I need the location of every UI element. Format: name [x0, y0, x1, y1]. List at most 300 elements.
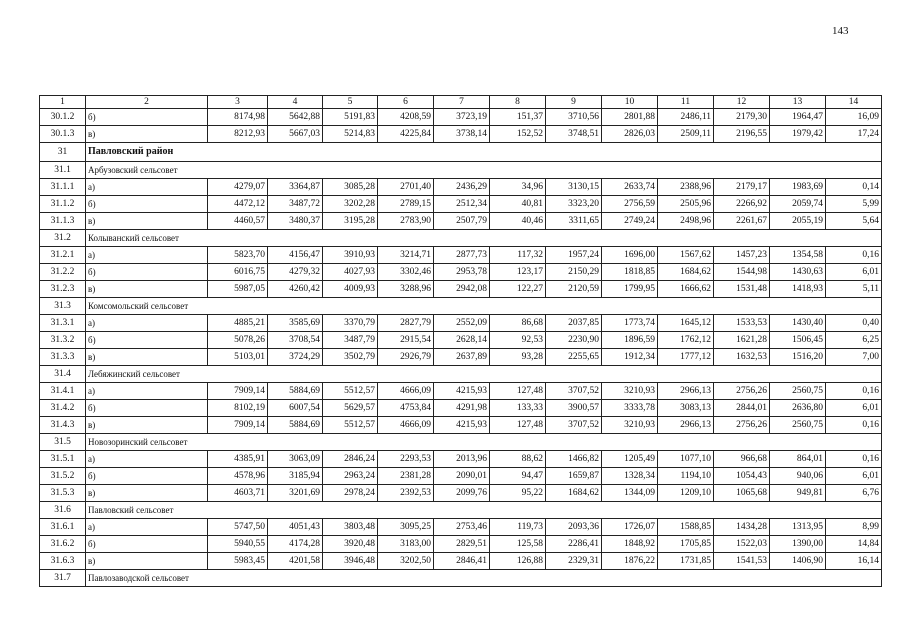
- row-variant: в): [86, 553, 208, 570]
- subsection-row: [40, 298, 882, 315]
- table-cell: 3920,48: [323, 536, 378, 553]
- table-cell: 2037,85: [546, 315, 602, 332]
- table-cell: 2756,26: [714, 417, 770, 434]
- table-cell: 2436,29: [434, 179, 490, 196]
- table-cell: 3502,79: [323, 349, 378, 366]
- table-cell: 2756,26: [714, 383, 770, 400]
- table-cell: 5,99: [826, 196, 882, 213]
- table-cell: 5940,55: [208, 536, 268, 553]
- table-cell: 92,53: [490, 332, 546, 349]
- table-cell: 2505,96: [658, 196, 714, 213]
- table-cell: 3707,52: [546, 383, 602, 400]
- table-cell: 126,88: [490, 553, 546, 570]
- table-cell: 1344,09: [602, 485, 658, 502]
- table-cell: 1632,53: [714, 349, 770, 366]
- table-cell: 95,22: [490, 485, 546, 502]
- table-cell: 0,40: [826, 315, 882, 332]
- column-header: 8: [490, 96, 546, 109]
- column-header: 7: [434, 96, 490, 109]
- row-variant: а): [86, 383, 208, 400]
- table-row: [40, 417, 882, 434]
- row-variant: в): [86, 485, 208, 502]
- table-cell: 2915,54: [378, 332, 434, 349]
- table-cell: 2286,41: [546, 536, 602, 553]
- table-cell: 1205,49: [602, 451, 658, 468]
- table-cell: 6007,54: [268, 400, 323, 417]
- table-cell: 86,68: [490, 315, 546, 332]
- table-cell: 5214,83: [323, 126, 378, 143]
- table-cell: 1818,85: [602, 264, 658, 281]
- row-variant: в): [86, 126, 208, 143]
- row-code: 31.5.1: [40, 451, 86, 468]
- table-cell: 4279,07: [208, 179, 268, 196]
- table-cell: 5078,26: [208, 332, 268, 349]
- row-code: 30.1.3: [40, 126, 86, 143]
- row-variant: а): [86, 179, 208, 196]
- table-cell: 5987,05: [208, 281, 268, 298]
- table-cell: 3585,69: [268, 315, 323, 332]
- table-row: [40, 281, 882, 298]
- column-header: 6: [378, 96, 434, 109]
- table-cell: 2636,80: [770, 400, 826, 417]
- table-cell: 3195,28: [323, 213, 378, 230]
- table-cell: 3910,93: [323, 247, 378, 264]
- table-cell: 5642,88: [268, 109, 323, 126]
- table-cell: 3183,00: [378, 536, 434, 553]
- table-cell: 14,84: [826, 536, 882, 553]
- table-row: [40, 126, 882, 143]
- table-cell: 7909,14: [208, 417, 268, 434]
- table-cell: 3480,37: [268, 213, 323, 230]
- table-cell: 4603,71: [208, 485, 268, 502]
- row-code: 31.1.1: [40, 179, 86, 196]
- table-cell: 3370,79: [323, 315, 378, 332]
- table-cell: 2783,90: [378, 213, 434, 230]
- table-cell: 1896,59: [602, 332, 658, 349]
- row-code: 31.2.3: [40, 281, 86, 298]
- row-variant: а): [86, 451, 208, 468]
- table-cell: 17,24: [826, 126, 882, 143]
- table-cell: 5191,83: [323, 109, 378, 126]
- table-cell: 2966,13: [658, 383, 714, 400]
- row-code: 31: [40, 143, 86, 162]
- table-cell: 1705,85: [658, 536, 714, 553]
- page-number: 143: [832, 25, 849, 37]
- table-cell: 4578,96: [208, 468, 268, 485]
- table-cell: 4027,93: [323, 264, 378, 281]
- council-title: Новозоринский сельсовет: [86, 434, 882, 451]
- row-code: 31.3: [40, 298, 86, 315]
- table-cell: 1457,23: [714, 247, 770, 264]
- data-table: [39, 95, 882, 587]
- table-cell: 2255,65: [546, 349, 602, 366]
- table-cell: 966,68: [714, 451, 770, 468]
- table-cell: 94,47: [490, 468, 546, 485]
- row-code: 31.4.3: [40, 417, 86, 434]
- table-cell: 1434,28: [714, 519, 770, 536]
- table-cell: 1328,34: [602, 468, 658, 485]
- table-row: [40, 332, 882, 349]
- row-code: 31.1.2: [40, 196, 86, 213]
- table-cell: 2486,11: [658, 109, 714, 126]
- row-code: 31.5.3: [40, 485, 86, 502]
- table-cell: 2512,34: [434, 196, 490, 213]
- council-title: Лебяжинский сельсовет: [86, 366, 882, 383]
- table-cell: 1666,62: [658, 281, 714, 298]
- table-cell: 2942,08: [434, 281, 490, 298]
- table-row: [40, 196, 882, 213]
- table-cell: 4208,59: [378, 109, 434, 126]
- table-cell: 2498,96: [658, 213, 714, 230]
- table-cell: 3130,15: [546, 179, 602, 196]
- table-cell: 1726,07: [602, 519, 658, 536]
- table-cell: 3900,57: [546, 400, 602, 417]
- table-cell: 3202,28: [323, 196, 378, 213]
- column-header: 9: [546, 96, 602, 109]
- table-cell: 1406,90: [770, 553, 826, 570]
- table-cell: 1621,28: [714, 332, 770, 349]
- council-title: Колыванский сельсовет: [86, 230, 882, 247]
- table-cell: 1533,53: [714, 315, 770, 332]
- table-cell: 2846,41: [434, 553, 490, 570]
- table-cell: 6,01: [826, 468, 882, 485]
- table-row: [40, 468, 882, 485]
- table-cell: 127,48: [490, 383, 546, 400]
- table-cell: 4215,93: [434, 383, 490, 400]
- table-cell: 2293,53: [378, 451, 434, 468]
- table-cell: 152,52: [490, 126, 546, 143]
- table-cell: 2507,79: [434, 213, 490, 230]
- table-cell: 3487,72: [268, 196, 323, 213]
- column-header: 4: [268, 96, 323, 109]
- subsection-row: [40, 502, 882, 519]
- table-cell: 5667,03: [268, 126, 323, 143]
- table-cell: 2801,88: [602, 109, 658, 126]
- table-cell: 5512,57: [323, 417, 378, 434]
- table-cell: 2120,59: [546, 281, 602, 298]
- table-cell: 1209,10: [658, 485, 714, 502]
- table-cell: 1054,43: [714, 468, 770, 485]
- table-cell: 864,01: [770, 451, 826, 468]
- table-cell: 3803,48: [323, 519, 378, 536]
- table-cell: 4009,93: [323, 281, 378, 298]
- table-cell: 5823,70: [208, 247, 268, 264]
- column-header: 5: [323, 96, 378, 109]
- header-row: [40, 96, 882, 109]
- row-code: 31.2.2: [40, 264, 86, 281]
- table-cell: 2756,59: [602, 196, 658, 213]
- table-cell: 2196,55: [714, 126, 770, 143]
- table-cell: 5983,45: [208, 553, 268, 570]
- table-cell: 2749,24: [602, 213, 658, 230]
- table-cell: 2829,51: [434, 536, 490, 553]
- table-cell: 3210,93: [602, 417, 658, 434]
- row-variant: б): [86, 468, 208, 485]
- table-cell: 1065,68: [714, 485, 770, 502]
- table-cell: 2093,36: [546, 519, 602, 536]
- column-header: 11: [658, 96, 714, 109]
- row-code: 31.4.1: [40, 383, 86, 400]
- row-variant: б): [86, 196, 208, 213]
- row-code: 31.1: [40, 162, 86, 179]
- table-row: [40, 179, 882, 196]
- column-header: 10: [602, 96, 658, 109]
- row-code: 30.1.2: [40, 109, 86, 126]
- subsection-row: [40, 366, 882, 383]
- table-body: [40, 109, 882, 587]
- table-row: [40, 553, 882, 570]
- table-cell: 1696,00: [602, 247, 658, 264]
- table-cell: 7909,14: [208, 383, 268, 400]
- table-cell: 3738,14: [434, 126, 490, 143]
- row-variant: в): [86, 281, 208, 298]
- table-cell: 2329,31: [546, 553, 602, 570]
- table-cell: 2560,75: [770, 383, 826, 400]
- row-code: 31.4.2: [40, 400, 86, 417]
- table-cell: 2701,40: [378, 179, 434, 196]
- table-cell: 2846,24: [323, 451, 378, 468]
- column-header: 13: [770, 96, 826, 109]
- table-row: [40, 247, 882, 264]
- table-cell: 2628,14: [434, 332, 490, 349]
- table-cell: 40,46: [490, 213, 546, 230]
- row-code: 31.6: [40, 502, 86, 519]
- table-cell: 6,76: [826, 485, 882, 502]
- table-cell: 4472,12: [208, 196, 268, 213]
- table-cell: 2560,75: [770, 417, 826, 434]
- table-cell: 1964,47: [770, 109, 826, 126]
- council-title: Арбузовский сельсовет: [86, 162, 882, 179]
- table-cell: 7,00: [826, 349, 882, 366]
- table-cell: 127,48: [490, 417, 546, 434]
- table-cell: 2392,53: [378, 485, 434, 502]
- table-cell: 0,16: [826, 247, 882, 264]
- column-header: 12: [714, 96, 770, 109]
- council-title: Павловский сельсовет: [86, 502, 882, 519]
- table-cell: 2179,30: [714, 109, 770, 126]
- row-variant: б): [86, 536, 208, 553]
- table-cell: 1731,85: [658, 553, 714, 570]
- table-cell: 3288,96: [378, 281, 434, 298]
- council-title: Комсомольский сельсовет: [86, 298, 882, 315]
- table-cell: 2953,78: [434, 264, 490, 281]
- table-cell: 16,14: [826, 553, 882, 570]
- table-cell: 2827,79: [378, 315, 434, 332]
- table-cell: 5884,69: [268, 383, 323, 400]
- table-cell: 34,96: [490, 179, 546, 196]
- table-cell: 93,28: [490, 349, 546, 366]
- table-cell: 1418,93: [770, 281, 826, 298]
- row-variant: а): [86, 247, 208, 264]
- table-cell: 1466,82: [546, 451, 602, 468]
- row-code: 31.1.3: [40, 213, 86, 230]
- row-variant: б): [86, 332, 208, 349]
- table-cell: 3723,19: [434, 109, 490, 126]
- table-cell: 2877,73: [434, 247, 490, 264]
- table-cell: 3748,51: [546, 126, 602, 143]
- table-cell: 4460,57: [208, 213, 268, 230]
- table-cell: 3364,87: [268, 179, 323, 196]
- table-cell: 4225,84: [378, 126, 434, 143]
- table-cell: 5,11: [826, 281, 882, 298]
- table-cell: 2150,29: [546, 264, 602, 281]
- table-cell: 1522,03: [714, 536, 770, 553]
- table-cell: 2261,67: [714, 213, 770, 230]
- table-cell: 40,81: [490, 196, 546, 213]
- column-header: 14: [826, 96, 882, 109]
- table-cell: 3302,46: [378, 264, 434, 281]
- subsection-row: [40, 434, 882, 451]
- table-cell: 4885,21: [208, 315, 268, 332]
- row-code: 31.5.2: [40, 468, 86, 485]
- table-row: [40, 400, 882, 417]
- table-cell: 2926,79: [378, 349, 434, 366]
- table-cell: 4260,42: [268, 281, 323, 298]
- table-cell: 1777,12: [658, 349, 714, 366]
- table-cell: 8102,19: [208, 400, 268, 417]
- table-row: [40, 264, 882, 281]
- table-cell: 1531,48: [714, 281, 770, 298]
- table-cell: 3063,09: [268, 451, 323, 468]
- table-cell: 2637,89: [434, 349, 490, 366]
- row-code: 31.2: [40, 230, 86, 247]
- table-cell: 0,16: [826, 383, 882, 400]
- table-cell: 3214,71: [378, 247, 434, 264]
- table-cell: 2789,15: [378, 196, 434, 213]
- table-cell: 133,33: [490, 400, 546, 417]
- table-cell: 1544,98: [714, 264, 770, 281]
- council-title: Павлозаводской сельсовет: [86, 570, 882, 587]
- section-row: [40, 143, 882, 162]
- table-cell: 117,32: [490, 247, 546, 264]
- table-cell: 3724,29: [268, 349, 323, 366]
- row-variant: в): [86, 349, 208, 366]
- table-cell: 3210,93: [602, 383, 658, 400]
- table-cell: 2844,01: [714, 400, 770, 417]
- table-cell: 3185,94: [268, 468, 323, 485]
- table-cell: 1762,12: [658, 332, 714, 349]
- table-cell: 4666,09: [378, 417, 434, 434]
- table-cell: 1430,40: [770, 315, 826, 332]
- table-cell: 3311,65: [546, 213, 602, 230]
- table-row: [40, 536, 882, 553]
- table-cell: 3708,54: [268, 332, 323, 349]
- table-cell: 119,73: [490, 519, 546, 536]
- table-cell: 3083,13: [658, 400, 714, 417]
- table-cell: 4291,98: [434, 400, 490, 417]
- row-variant: а): [86, 315, 208, 332]
- table-cell: 1506,45: [770, 332, 826, 349]
- table-cell: 6,25: [826, 332, 882, 349]
- table-cell: 3333,78: [602, 400, 658, 417]
- table-cell: 4051,43: [268, 519, 323, 536]
- table-cell: 125,58: [490, 536, 546, 553]
- table-cell: 4385,91: [208, 451, 268, 468]
- table-cell: 1516,20: [770, 349, 826, 366]
- table-cell: 88,62: [490, 451, 546, 468]
- table-cell: 1912,34: [602, 349, 658, 366]
- table-cell: 1541,53: [714, 553, 770, 570]
- row-variant: б): [86, 264, 208, 281]
- column-header: 2: [86, 96, 208, 109]
- table-cell: 3707,52: [546, 417, 602, 434]
- table-cell: 1684,62: [658, 264, 714, 281]
- table-cell: 3085,28: [323, 179, 378, 196]
- column-header: 1: [40, 96, 86, 109]
- table-cell: 3095,25: [378, 519, 434, 536]
- table-cell: 1659,87: [546, 468, 602, 485]
- table-cell: 2388,96: [658, 179, 714, 196]
- table-row: [40, 349, 882, 366]
- row-variant: в): [86, 417, 208, 434]
- district-title: Павловский район: [86, 143, 882, 162]
- table-cell: 4174,28: [268, 536, 323, 553]
- table-cell: 3487,79: [323, 332, 378, 349]
- table-cell: 2013,96: [434, 451, 490, 468]
- table-cell: 3946,48: [323, 553, 378, 570]
- table-cell: 2179,17: [714, 179, 770, 196]
- row-code: 31.2.1: [40, 247, 86, 264]
- table-cell: 4753,84: [378, 400, 434, 417]
- table-row: [40, 451, 882, 468]
- table-cell: 1848,92: [602, 536, 658, 553]
- table-cell: 1983,69: [770, 179, 826, 196]
- row-code: 31.5: [40, 434, 86, 451]
- subsection-row: [40, 162, 882, 179]
- subsection-row: [40, 570, 882, 587]
- table-row: [40, 383, 882, 400]
- table-cell: 2266,92: [714, 196, 770, 213]
- table-row: [40, 315, 882, 332]
- table-cell: 1194,10: [658, 468, 714, 485]
- table-cell: 4156,47: [268, 247, 323, 264]
- table-cell: 4279,32: [268, 264, 323, 281]
- table-cell: 1957,24: [546, 247, 602, 264]
- table-cell: 1313,95: [770, 519, 826, 536]
- table-cell: 123,17: [490, 264, 546, 281]
- row-code: 31.6.3: [40, 553, 86, 570]
- table-row: [40, 519, 882, 536]
- table-cell: 2552,09: [434, 315, 490, 332]
- table-cell: 2826,03: [602, 126, 658, 143]
- table-cell: 5629,57: [323, 400, 378, 417]
- table-cell: 2099,76: [434, 485, 490, 502]
- row-code: 31.3.1: [40, 315, 86, 332]
- table-cell: 1876,22: [602, 553, 658, 570]
- table-cell: 2059,74: [770, 196, 826, 213]
- table-cell: 3323,20: [546, 196, 602, 213]
- table-cell: 6016,75: [208, 264, 268, 281]
- row-variant: а): [86, 519, 208, 536]
- table-cell: 151,37: [490, 109, 546, 126]
- table-cell: 1077,10: [658, 451, 714, 468]
- table-cell: 2753,46: [434, 519, 490, 536]
- table-cell: 0,16: [826, 451, 882, 468]
- table-cell: 1773,74: [602, 315, 658, 332]
- table-cell: 2509,11: [658, 126, 714, 143]
- row-variant: б): [86, 400, 208, 417]
- table-cell: 1354,58: [770, 247, 826, 264]
- table-cell: 2090,01: [434, 468, 490, 485]
- table-cell: 8,99: [826, 519, 882, 536]
- table-cell: 1567,62: [658, 247, 714, 264]
- table-cell: 3710,56: [546, 109, 602, 126]
- table-cell: 16,09: [826, 109, 882, 126]
- table-cell: 1979,42: [770, 126, 826, 143]
- table-cell: 8174,98: [208, 109, 268, 126]
- table-cell: 2978,24: [323, 485, 378, 502]
- table-row: [40, 485, 882, 502]
